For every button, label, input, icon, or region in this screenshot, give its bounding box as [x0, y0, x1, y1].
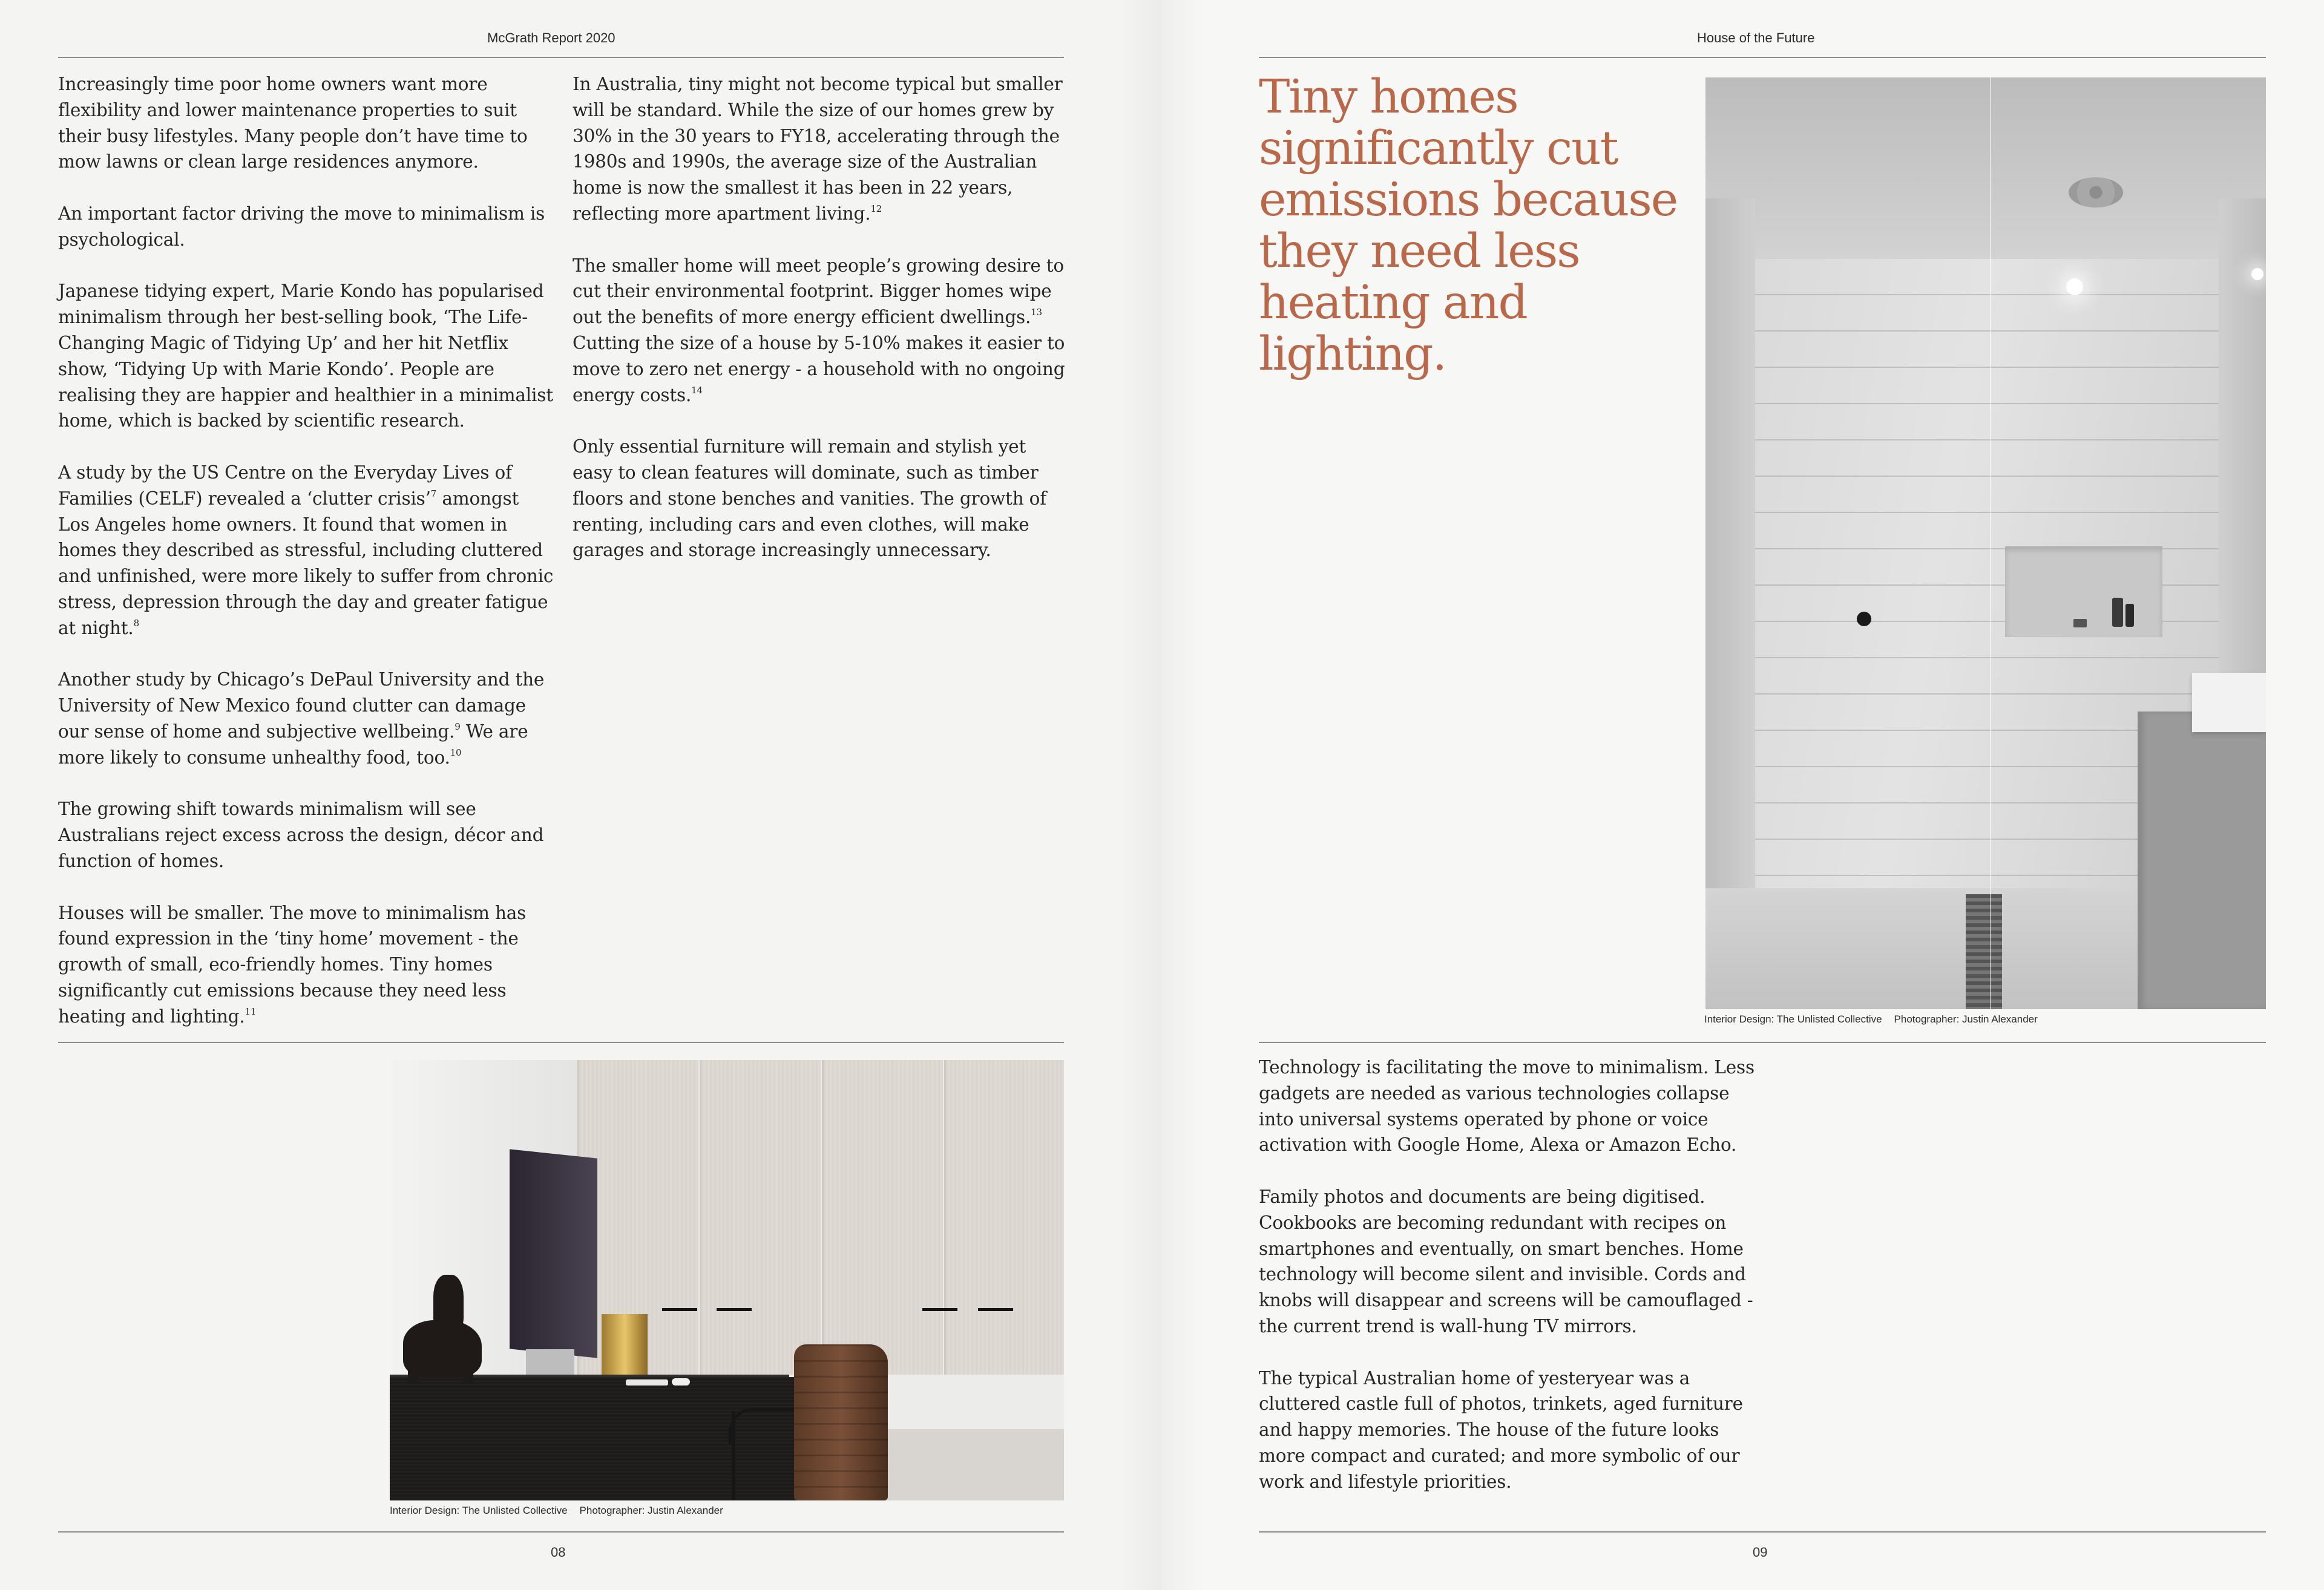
paragraph: The typical Australian home of yesteryear was a cluttered castle full of photos, trinkets, aged furniture and happy memories. The house of the future looks more compact and curated; and more symbolic of our work and lifestyle priorities. [1259, 1367, 1743, 1492]
footnote-ref: 13 [1031, 307, 1042, 318]
paragraph: Technology is facilitating the move to minimalism. Less gadgets are needed as various technologies collapse into universal systems operated by phone or voice activation with Google Home, Alexa or Amazon Echo. [1259, 1057, 1754, 1156]
body-column-1 [58, 71, 554, 1029]
office-photo [390, 1060, 1064, 1500]
running-head-right: House of the Future [1697, 30, 1815, 45]
footnote-ref: 8 [133, 617, 139, 629]
paragraph: The growing shift towards minimalism will see Australians reject excess across the design, décor and function of homes. [58, 799, 544, 871]
paragraph: Another study by Chicago’s DePaul University and the University of New Mexico found clutter can damage our sense of home and subjective wellbeing.$^9$ We are more likely to consume unhealthy food, too.$^{10}$ [58, 669, 545, 768]
paragraph: An important factor driving the move to minimalism is psychological. [58, 203, 545, 250]
body-column-2 [573, 71, 1069, 563]
bathroom-photo [1705, 77, 2266, 1009]
paragraph: The smaller home will meet people’s growing desire to cut their environmental footprint. Bigger homes wipe out the benefits of more energy efficient dwellings.$^{13}$ Cutting the size of a house by 5-10% makes it easier to move to zero net energy - a household with no ongoing energy costs.$^{14}$ [573, 255, 1065, 405]
running-head-left: McGrath Report 2020 [487, 30, 615, 45]
body-column-right [1259, 1055, 1755, 1495]
paragraph: Japanese tidying expert, Marie Kondo has popularised minimalism through her best-selling book, ‘The Life-Changing Magic of Tidying Up’ and her hit Netflix show, ‘Tidying Up with Marie Kondo’. People are realising they are happier and healthier in a minimalist home, which is backed by scientific research. [58, 281, 553, 431]
page-number-right: 09 [1753, 1545, 1768, 1560]
mid-rule-right [1259, 1042, 2266, 1043]
footnote-ref: 12 [870, 203, 882, 215]
top-rule-left [58, 57, 1064, 58]
footnote-ref: 14 [691, 384, 703, 396]
top-rule-right [1259, 57, 2266, 58]
footnote-ref: 9 [455, 721, 461, 733]
paragraph: Houses will be smaller. The move to minimalism has found expression in the ‘tiny home’ movement - the growth of small, eco-friendly homes. Tiny homes significantly cut emissions because they need less heating and lighting.$^{11}$ [58, 902, 527, 1027]
paragraph: Increasingly time poor home owners want more flexibility and lower maintenance properties to suit their busy lifestyles. Many people don’t have time to mow lawns or clean large residences anymore. [58, 74, 528, 172]
footnote-ref: 11 [245, 1006, 257, 1017]
spine-shadow [1120, 0, 1204, 1590]
photo-caption-right: Interior Design: The Unlisted Collective Photographer: Justin Alexander [1704, 1013, 2038, 1025]
bottom-rule-left [58, 1531, 1064, 1533]
footnote-ref: 10 [450, 747, 462, 758]
page-number-left: 08 [551, 1545, 566, 1560]
footnote-ref: 7 [430, 488, 437, 499]
paragraph: Only essential furniture will remain and stylish yet easy to clean features will dominate, such as timber floors and stone benches and vanities. The growth of renting, including cars and even clothes, will make garages and storage increasingly unnecessary. [573, 436, 1046, 561]
photo-caption-left: Interior Design: The Unlisted Collective Photographer: Justin Alexander [390, 1505, 723, 1516]
bottom-rule-right [1259, 1531, 2266, 1533]
pull-quote: Tiny homes significantly cut emissions because they need less heating and lighting. [1259, 70, 1678, 381]
mid-rule-left [58, 1042, 1064, 1043]
paragraph: A study by the US Centre on the Everyday Lives of Families (CELF) revealed a ‘clutter crisis’$^7$ amongst Los Angeles home owners. It found that women in homes they described as stressful, including cluttered and unfinished, were more likely to suffer from chronic stress, depression through the day and greater fatigue at night.$^8$ [58, 462, 554, 638]
paragraph: Family photos and documents are being digitised. Cookbooks are becoming redundant with recipes on smartphones and eventually, on smart benches. Home technology will become silent and invisible. Cords and knobs will disappear and screens will be camouflaged - the current trend is wall-hung TV mirrors. [1259, 1186, 1753, 1336]
paragraph: In Australia, tiny might not become typical but smaller will be standard. While the size of our homes grew by 30% in the 30 years to FY18, accelerating through the 1980s and 1990s, the average size of the Australian home is now the smallest it has been in 22 years, reflecting more apartment living.$^{12}$ [573, 74, 1063, 224]
